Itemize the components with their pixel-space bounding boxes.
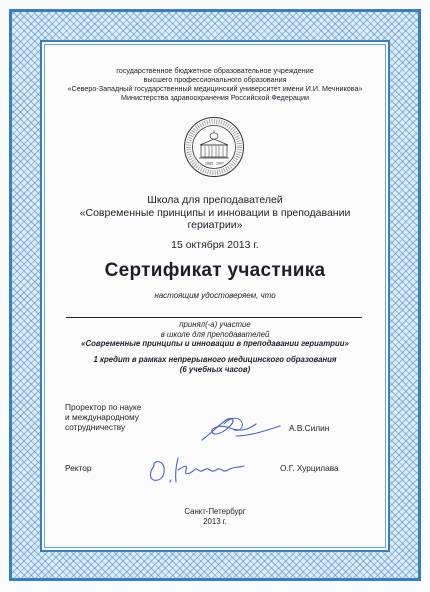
participation-line-3: «Современные принципы и инновации в преподавании гериатрии»: [81, 339, 349, 348]
school-line-1: Школа для преподавателей: [147, 194, 283, 206]
signatory-2-title: [65, 463, 91, 473]
seal-graphic: [183, 116, 245, 178]
university-seal-icon: [183, 116, 245, 178]
credit-block: [44, 355, 386, 374]
seal-year-left: 1885: [205, 161, 213, 166]
participation-line-2: в школе для преподавателей: [160, 329, 270, 339]
place-and-year: [44, 507, 386, 526]
org-line-2: высшего профессионального образования: [143, 75, 287, 84]
participation-block: [44, 320, 386, 349]
recipient-name-line: [66, 317, 362, 318]
signatory-2-name: О.Г. Хурцилава: [280, 463, 339, 473]
certificate-content: [44, 44, 386, 548]
org-line-4: Министерства здравоохранения Российской Федерации: [121, 93, 309, 102]
certificate-title: Сертификат участника: [104, 260, 326, 281]
signature-2-icon: [140, 444, 250, 486]
issue-year: 2013 г.: [203, 516, 227, 526]
signatory-1-title: [65, 402, 141, 432]
signatory-2-title-line-1: Ректор: [65, 463, 92, 473]
school-line-3: гериатрии»: [187, 219, 243, 231]
signatory-1-title-line-2: и международному: [65, 412, 139, 422]
participation-line-1: принял(-а) участие: [179, 320, 251, 329]
org-line-3: «Северо-Западный государственный медицинский университет имени И.И. Мечникова»: [67, 84, 363, 93]
seal-year-right: 1907: [216, 161, 224, 166]
school-name: [44, 194, 386, 232]
issuing-organization: [44, 66, 386, 102]
event-date: 15 октября 2013 г.: [171, 239, 259, 251]
credit-line-1: 1 кредит в рамках непрерывного медицинского образования: [93, 355, 337, 364]
city-name: Санкт-Петербург: [184, 507, 246, 516]
certify-text: настоящим удостоверяем, что: [154, 291, 276, 300]
signatory-1-name: А.В.Силин: [289, 423, 330, 433]
credit-line-2: (6 учебных часов): [179, 364, 251, 374]
signatory-1-title-line-3: сотрудничеству: [65, 422, 126, 432]
signatory-1-title-line-1: Проректор по науке: [65, 402, 142, 412]
school-line-2: «Современные принципы и инновации в преподавании: [79, 206, 351, 219]
org-line-1: государственное бюджетное образовательное учреждение: [116, 66, 314, 75]
